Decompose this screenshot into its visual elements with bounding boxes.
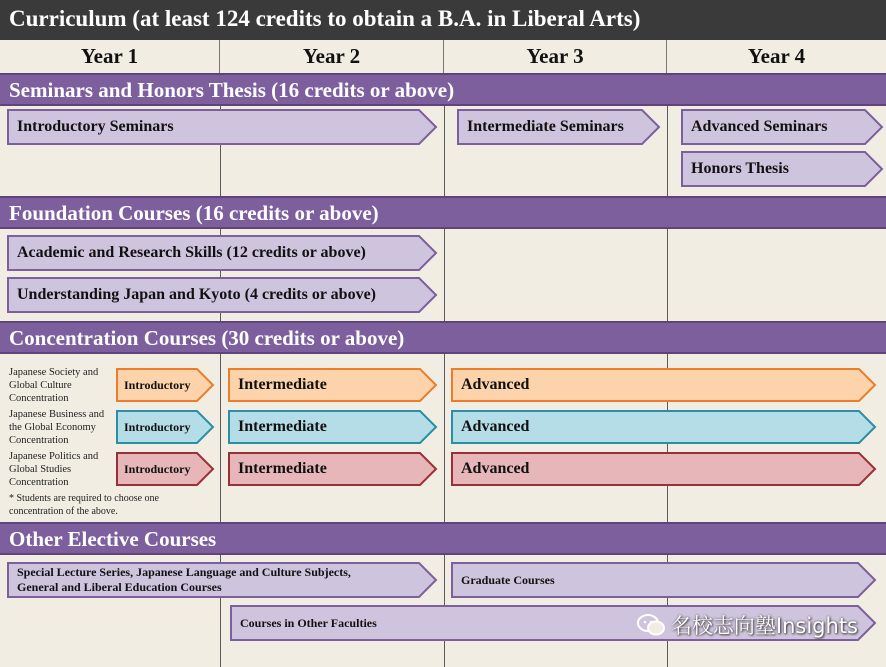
section-elective: Other Elective Courses (0, 522, 886, 555)
year-1-header: Year 1 (0, 40, 220, 73)
arrow-label: Introductory (124, 461, 191, 476)
arrow-label: Advanced (461, 376, 530, 393)
arrow-label: Honors Thesis (691, 160, 789, 177)
arrow-academic-research-skills (7, 235, 437, 271)
arrow-intermediate-seminars (457, 109, 660, 145)
section-concentration: Concentration Courses (30 credits or above) (0, 321, 886, 354)
concentration-name: Japanese Business and the Global Economy Concentration (9, 409, 105, 446)
arrow-special-lecture-series (7, 562, 437, 598)
curriculum-title: Curriculum (at least 124 credits to obtain a B.A. in Liberal Arts) (0, 0, 886, 40)
arrow-graduate-courses (451, 562, 876, 598)
arrow-label: Introductory Seminars (17, 118, 174, 135)
year-divider (444, 73, 445, 667)
concentration-note: * Students are required to choose one concentration of the above. (9, 493, 159, 517)
arrow-label: Introductory (124, 419, 191, 434)
year-2-header: Year 2 (220, 40, 444, 73)
arrow-introductory (116, 452, 214, 486)
arrow-label: Graduate Courses (461, 572, 555, 587)
arrow-label: Special Lecture Series, Japanese Language and Culture Subjects, General and Liberal Education Courses (17, 565, 351, 594)
arrow-label: Introductory (124, 377, 191, 392)
watermark (637, 610, 858, 640)
arrow-honors-thesis (681, 151, 883, 187)
arrow-label: Understanding Japan and Kyoto (4 credits or above) (17, 286, 376, 303)
concentration-name: Japanese Politics and Global Studies Concentration (9, 451, 99, 488)
arrow-advanced (451, 452, 876, 486)
arrow-label: Advanced (461, 460, 530, 477)
arrow-label: Intermediate Seminars (467, 118, 624, 135)
arrow-label: Academic and Research Skills (12 credits or above) (17, 244, 366, 261)
year-4-header: Year 4 (747, 44, 806, 68)
arrow-label: Advanced Seminars (691, 118, 828, 135)
arrow-label: Advanced (461, 418, 530, 435)
arrow-introductory (116, 368, 214, 402)
section-foundation: Foundation Courses (16 credits or above) (0, 196, 886, 229)
arrow-introductory-seminars (7, 109, 437, 145)
arrow-label: Intermediate (238, 418, 327, 435)
arrow-label: Intermediate (238, 460, 327, 477)
arrow-advanced (451, 368, 876, 402)
arrow-intermediate (228, 368, 437, 402)
arrow-understanding-japan-kyoto (7, 277, 437, 313)
watermark-text: 名校志向塾Insights (670, 614, 858, 638)
year-3-header: Year 3 (444, 40, 667, 73)
section-seminars: Seminars and Honors Thesis (16 credits or above) (0, 73, 886, 106)
arrow-label: Courses in Other Faculties (240, 615, 377, 630)
arrow-advanced (451, 410, 876, 444)
arrow-intermediate (228, 452, 437, 486)
concentration-name: Japanese Society and Global Culture Concentration (9, 367, 99, 404)
wechat-icon (637, 614, 665, 636)
arrow-advanced-seminars (681, 109, 883, 145)
arrow-intermediate (228, 410, 437, 444)
arrow-label: Intermediate (238, 376, 327, 393)
arrow-introductory (116, 410, 214, 444)
